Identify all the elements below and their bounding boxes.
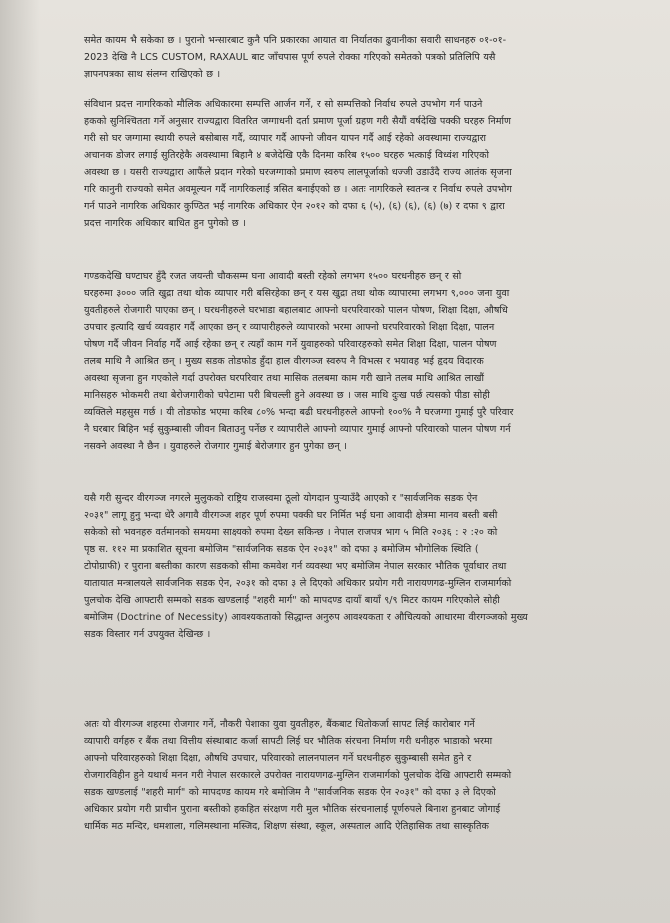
text-line: प्रदत्त नागरिक अधिकार बाधित हुन पुगेको छ ।	[84, 218, 246, 229]
text-line: यातायात मन्त्रालयले सार्वजनिक सडक ऐन, २०३१ को दफा ३ ले दिएको अधिकार प्रयोग गरी नारायणगढ-मुग्लिन राजमार्गको	[84, 578, 512, 589]
text-line: युवतीहरुले रोजगारी पाएका छन् । घरधनीहरुले घरभाडा बहालबाट आफ्नो घरपरिवारको पालन पोषण, शिक्षा दिक्षा, औषधि	[84, 305, 508, 316]
text-line: व्यक्तिले महसुस गर्छ । यी तोडफोड भएमा करिब ८०% भन्दा बढी घरधनीहरुले आफ्नो १००% नै घरजग्गा गुमाई पुरै परिवार	[84, 407, 514, 418]
text-line: उपचार इत्यादि खर्च व्यवहार गर्दै आएका छन् र व्यापारीहरुले व्यापारको भरमा आफ्नो घरपरिवारको शिक्षा दिक्षा, पालन	[84, 322, 495, 333]
paragraph-public-road-act	[84, 490, 650, 643]
text-line: आफ्नो परिवारहरुको शिक्षा दिक्षा, औषधि उपचार, परिवारको लालनपालन गर्ने घरधनीहरु सुकुम्बासी समेत हुने र	[84, 753, 472, 764]
text-line: संविधान प्रदत्त नागरिकको मौलिक अधिकारमा सम्पत्ति आर्जन गर्ने, र सो सम्पत्तिको निर्वाध रुपले उपभोग गर्न पाउने	[84, 99, 483, 110]
text-line: रोजगारविहीन हुने यथार्थ मनन गरी नेपाल सरकारले उपरोक्त नारायणगढ-मुग्लिन राजमार्गको पुलचोक देखि आफ्टारी सम्मको	[84, 770, 512, 781]
text-line: पोषण गर्दै जीवन निर्वाह गर्दै आई रहेका छन् र त्यहाँ काम गर्ने युवाहरुको परिवारहरुको समेत शिक्षा दिक्षा, पालन पोषण	[84, 339, 497, 350]
text-line: व्यापारी वर्गहरु र बैंक तथा वित्तीय संस्थाबाट कर्जा सापटी लिई घर भौतिक संरचना निर्माण गरी धनीहरु भाडाको भरमा	[84, 736, 493, 747]
text-line: गरी सो घर जग्गामा स्थायी रुपले बसोबास गर्दै, व्यापार गर्दै आफ्नो जीवन यापन गर्दै आई रहेको अवस्थामा राज्यद्वारा	[84, 133, 487, 144]
text-line: सकेको सो भवनहरु वर्तमानको समयमा साक्ष्यको रुपमा देख्न सकिन्छ । नेपाल राजपत्र भाग ५ मिति २०३६ : २ :२० को	[84, 527, 498, 538]
text-line: २०३१" लागू हुनु भन्दा धेरै अगावै वीरगञ्ज शहर पूर्ण रुपमा पक्की घर निर्मित भई घना आवादी क्षेत्रमा मानव बस्ती बसी	[84, 510, 498, 521]
text-line: गरि कानुनी राज्यको समेत अवमूल्यन गर्दै नागरिकलाई त्रसित बनाईएको छ । अतः नागरिकले स्वतन्त्र र निर्वाध रुपले उपभोग	[84, 184, 512, 195]
text-line: यसै गरी सुन्दर वीरगञ्ज नगरले मुलुकको राष्ट्रिय राजस्वमा ठूलो योगदान पुऱ्याउँदै आएको र "सार्वजनिक सडक ऐन	[84, 493, 478, 504]
paragraph-livelihood-impact	[84, 268, 650, 455]
text-line: ज्ञापनपत्रका साथ संलग्न राखिएको छ ।	[84, 69, 221, 80]
text-line: मानिसहरु भोकमरी तथा बेरोजगारीको चपेटामा परी बिचल्ली हुने अवस्था छ । जस माथि दुःख पर्छ त्यसको पीडा सोही	[84, 390, 490, 401]
text-line: अचानक डोजर लगाई सुतिरहेकै अवस्थामा बिहानै ४ बजेदेखि एकै दिनमा करिब १५०० घरहरु भत्काई विध्वंश गरिएको	[84, 150, 489, 161]
paragraph-constitutional-rights	[84, 96, 650, 232]
text-line: अवस्था सृजना हुन गएकोले गर्दा उपरोक्त घरपरिवार तथा मासिक तलबमा काम गरी खाने तलब माथि आश्रित लाखौं	[84, 373, 484, 384]
text-line: धार्मिक मठ मन्दिर, धमशाला, गलिमस्थाना मस्जिद, शिक्षण संस्था, स्कूल, अस्पताल आदि ऐतिहासिक तथा सास्कृतिक	[84, 821, 489, 832]
text-line: अतः यो वीरगञ्ज शहरमा रोजगार गर्ने, नौकरी पेशाका युवा युवतीहरु, बैंकबाट धितोकर्जा सापट लिई कारोबार गर्ने	[84, 719, 475, 730]
text-line: समेत कायम भै सकेका छ । पुरानो भन्सारबाट कुनै पनि प्रकारका आयात वा निर्यातका ढुवानीका सवारी साधनहरु ०१-०१-	[84, 35, 507, 46]
text-line: पृष्ठ स. ११२ मा प्रकाशित सूचना बमोजिम "सार्वजनिक सडक ऐन २०३१" को दफा ३ बमोजिम भौगोलिक स्थिति (	[84, 544, 479, 555]
text-line: घरहरुमा ३००० जति खुद्रा तथा थोक व्यापार गरी बसिरहेका छन् र यस खुद्रा तथा थोक व्यापारमा लगभग ९,००० जना युवा	[84, 288, 510, 299]
text-line: तलब माथि नै आश्रित छन् । मुख्य सडक तोडफोड हुँदा हाल वीरगञ्ज स्वरुप नै विभत्स र भयावह भई हृदय विदारक	[84, 356, 484, 367]
paragraph-request	[84, 716, 650, 835]
text-line: नै घरबार बिहिन भई सुकुम्बासी जीवन बिताउनु पर्नेछ र व्यापारीले आफ्नो व्यापार गुमाई आफ्नो परिवारको पालन पोषण गर्न	[84, 424, 511, 435]
text-line: सडक विस्तार गर्न उपयुक्त देखिन्छ ।	[84, 629, 211, 640]
text-line: गण्डकदेखि घण्टाघर हुँदै रजत जयन्ती चौकसम्म घना आवादी बस्ती रहेको लगभग १५०० घरधनीहरु छन् र सो	[84, 271, 462, 282]
text-line: 2023 देखि नै LCS CUSTOM, RAXAUL बाट जाँचपास पूर्ण रुपले रोक्का गरिएको समेतको पत्रको प्रतिलिपि यसै	[84, 52, 496, 63]
text-line: पुलचोक देखि आफ्टारी सम्मको सडक खण्डलाई "शहरी मार्ग" को मापदण्ड दायाँ बायाँ ९/९ मिटर कायम गरिएकोले सोही	[84, 595, 500, 606]
text-line: अधिकार प्रयोग गरी प्राचीन पुराना बस्तीको हकहित संरक्षण गरी मुल भौतिक संरचनालाई पूर्णरुपले बिनाश हुनबाट जोगाई	[84, 804, 501, 815]
text-line: हकको सुनिश्चितता गर्ने अनुसार राज्यद्वारा वितरित जग्गाधनी दर्ता प्रमाण पूर्जा ग्रहण गरी सैयौं वर्षदेखि पक्की घरहरु निर्माण	[84, 116, 511, 127]
page-edge-shadow	[0, 0, 40, 923]
text-line: बमोजिम (Doctrine of Necessity) आवश्यकताको सिद्धान्त अनुरुप आवश्यकता र औचित्यको आधारमा वीरगञ्जको मुख्य	[84, 612, 528, 623]
text-line: नसक्ने अवस्था नै छैन । युवाहरुले रोजगार गुमाई बेरोजगार हुन पुगेका छन् ।	[84, 441, 347, 452]
text-line: सडक खण्डलाई "शहरी मार्ग" को मापदण्ड कायम गरे बमोजिम नै "सार्वजनिक सडक ऐन २०३१" को दफा ३ ले दिएको	[84, 787, 496, 798]
paragraph-customs-notice	[84, 32, 650, 83]
text-line: गर्न पाउने नागरिक अधिकार कुण्ठित भई नागरिक अधिकार ऐन २०१२ को दफा ६ (५), (६) (६), (६) (७) र दफा ९ द्वारा	[84, 201, 505, 212]
text-line: टोपोग्राफी) र पुराना बस्तीका कारण सडकको सीमा कमवेश गर्न व्यवस्था भए बमोजिम नेपाल सरकार भौतिक पूर्वाधार तथा	[84, 561, 507, 572]
text-line: अवस्था छ । यसरी राज्यद्वारा आफैंले प्रदान गरेको घरजग्गाको प्रमाण स्वरुप लालपूर्जाको धज्जी उडाउँदै राज्य आतंक सृजना	[84, 167, 512, 178]
